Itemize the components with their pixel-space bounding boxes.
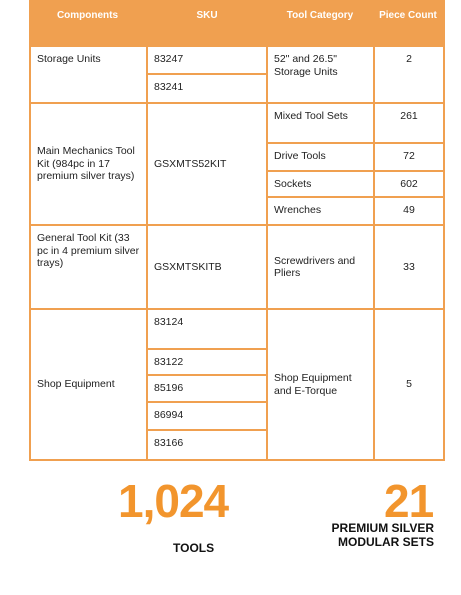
- header-tool-category: Tool Category: [286, 10, 354, 21]
- piece-count-value: 5: [406, 378, 412, 391]
- modular-sets-label-line1: PREMIUM SILVER: [331, 521, 434, 535]
- category-label: Drive Tools: [274, 150, 326, 162]
- piece-count-cell: [375, 172, 443, 196]
- header-piece-count: Piece Count: [379, 10, 437, 21]
- component-main-mechanics-kit: [31, 104, 146, 224]
- piece-count-value: 72: [403, 150, 415, 162]
- header-sku: SKU: [196, 10, 218, 21]
- sku-value: 83124: [154, 316, 184, 328]
- sku-value: GSXMTS52KIT: [154, 157, 227, 170]
- modular-sets-count: 21: [384, 475, 434, 527]
- modular-sets-label-line2: MODULAR SETS: [338, 535, 434, 549]
- category-label: Screwdrivers and Pliers: [274, 254, 356, 279]
- component-shop-equipment: [31, 310, 146, 459]
- sku-value: 83241: [154, 81, 184, 93]
- sku-value: GSXMTSKITB: [154, 260, 222, 273]
- piece-count-cell: [375, 144, 443, 170]
- tools-count: 1,024: [118, 475, 229, 527]
- header-components: Components: [56, 10, 119, 21]
- piece-count-cell: [375, 226, 443, 308]
- category-wrenches: [268, 198, 373, 224]
- category-screwdrivers-pliers: [268, 226, 373, 308]
- category-storage-units: [268, 47, 373, 102]
- components-table: [29, 0, 445, 461]
- sku-value: 83247: [154, 53, 184, 65]
- category-drive-tools: [268, 144, 373, 170]
- sku-cell: [148, 226, 266, 308]
- category-label: 52" and 26.5" Storage Units: [274, 53, 338, 78]
- sku-value: 85196: [154, 382, 184, 394]
- sku-cell: [148, 350, 266, 374]
- piece-count-cell: [375, 104, 443, 142]
- category-label: Mixed Tool Sets: [274, 110, 348, 122]
- category-mixed-tool-sets: [268, 104, 373, 142]
- piece-count-value: 33: [403, 260, 415, 273]
- sku-value: 83122: [154, 356, 184, 368]
- sku-cell: [148, 310, 266, 348]
- sku-value: 86994: [154, 409, 184, 421]
- category-label: Wrenches: [274, 204, 322, 216]
- piece-count-value: 261: [400, 110, 418, 122]
- sku-cell: [148, 376, 266, 401]
- sku-cell: [148, 47, 266, 73]
- sku-cell: [148, 431, 266, 459]
- modular-sets-label: [314, 521, 434, 549]
- component-label: Main Mechanics Tool Kit (984pc in 17 premium silver trays): [37, 145, 135, 183]
- category-label: Sockets: [274, 178, 312, 190]
- tools-label: TOOLS: [173, 541, 215, 555]
- piece-count-value: 2: [406, 53, 412, 65]
- component-general-tool-kit: [31, 226, 146, 308]
- sku-cell: [148, 403, 266, 429]
- component-label: Storage Units: [37, 53, 101, 65]
- piece-count-value: 602: [400, 178, 418, 190]
- sku-cell: [148, 75, 266, 102]
- category-sockets: [268, 172, 373, 196]
- component-label: Shop Equipment: [37, 378, 115, 391]
- component-storage-units: [31, 47, 146, 102]
- piece-count-value: 49: [403, 204, 415, 216]
- piece-count-cell: [375, 198, 443, 224]
- category-label: Shop Equipment and E-Torque: [274, 372, 352, 397]
- piece-count-cell: [375, 47, 443, 102]
- sku-value: 83166: [154, 437, 184, 449]
- component-label: General Tool Kit (33 pc in 4 premium silver trays): [37, 232, 140, 269]
- category-shop-equipment: [268, 310, 373, 459]
- sku-cell: [148, 104, 266, 224]
- piece-count-cell: [375, 310, 443, 459]
